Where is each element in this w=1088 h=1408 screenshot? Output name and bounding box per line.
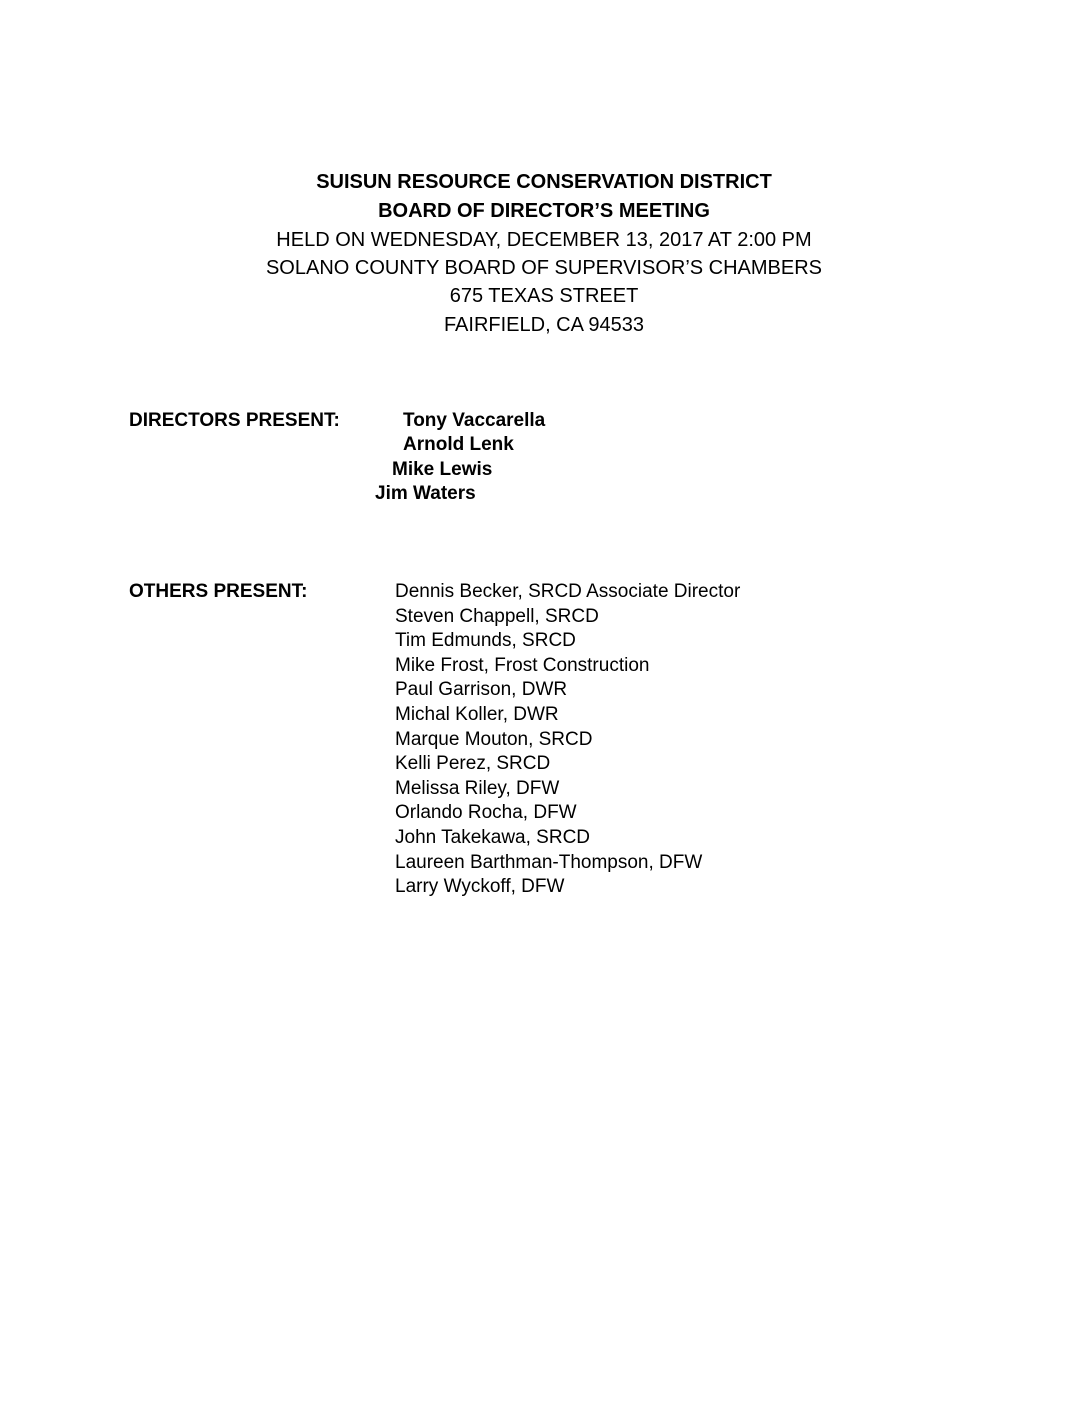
attendee-name: Laureen Barthman-Thompson, DFW [395, 851, 703, 873]
venue-street: 675 TEXAS STREET [449, 285, 639, 307]
others-present-label: OTHERS PRESENT: [129, 581, 308, 602]
director-name: Arnold Lenk [403, 434, 514, 455]
attendee-name: Michal Koller, DWR [395, 703, 559, 725]
venue-city: FAIRFIELD, CA 94533 [443, 314, 645, 336]
directors-present-label: DIRECTORS PRESENT: [129, 410, 340, 431]
attendee-name: Dennis Becker, SRCD Associate Director [395, 581, 741, 602]
director-name: Jim Waters [375, 483, 476, 504]
attendee-name: John Takekawa, SRCD [395, 826, 591, 848]
director-name: Mike Lewis [392, 459, 493, 480]
meeting-date: HELD ON WEDNESDAY, DECEMBER 13, 2017 AT 2:00 PM [276, 229, 812, 251]
attendee-name: Paul Garrison, DWR [395, 679, 568, 701]
others-present-list [395, 580, 740, 900]
attendee-name: Steven Chappell, SRCD [395, 605, 599, 627]
attendee-name: Orlando Rocha, DFW [395, 802, 577, 824]
attendee-name: Kelli Perez, SRCD [395, 753, 551, 775]
district-name: SUISUN RESOURCE CONSERVATION DISTRICT [316, 171, 772, 193]
attendee-name: Mike Frost, Frost Construction [395, 654, 650, 676]
meeting-venue: SOLANO COUNTY BOARD OF SUPERVISOR’S CHAMBERS [265, 257, 823, 279]
director-name: Tony Vaccarella [403, 410, 546, 431]
attendee-name: Marque Mouton, SRCD [395, 728, 593, 750]
attendee-name: Melissa Riley, DFW [395, 777, 560, 799]
meeting-title: BOARD OF DIRECTOR’S MEETING [378, 200, 710, 222]
attendee-name: Tim Edmunds, SRCD [395, 630, 576, 652]
attendee-name: Larry Wyckoff, DFW [395, 876, 565, 898]
